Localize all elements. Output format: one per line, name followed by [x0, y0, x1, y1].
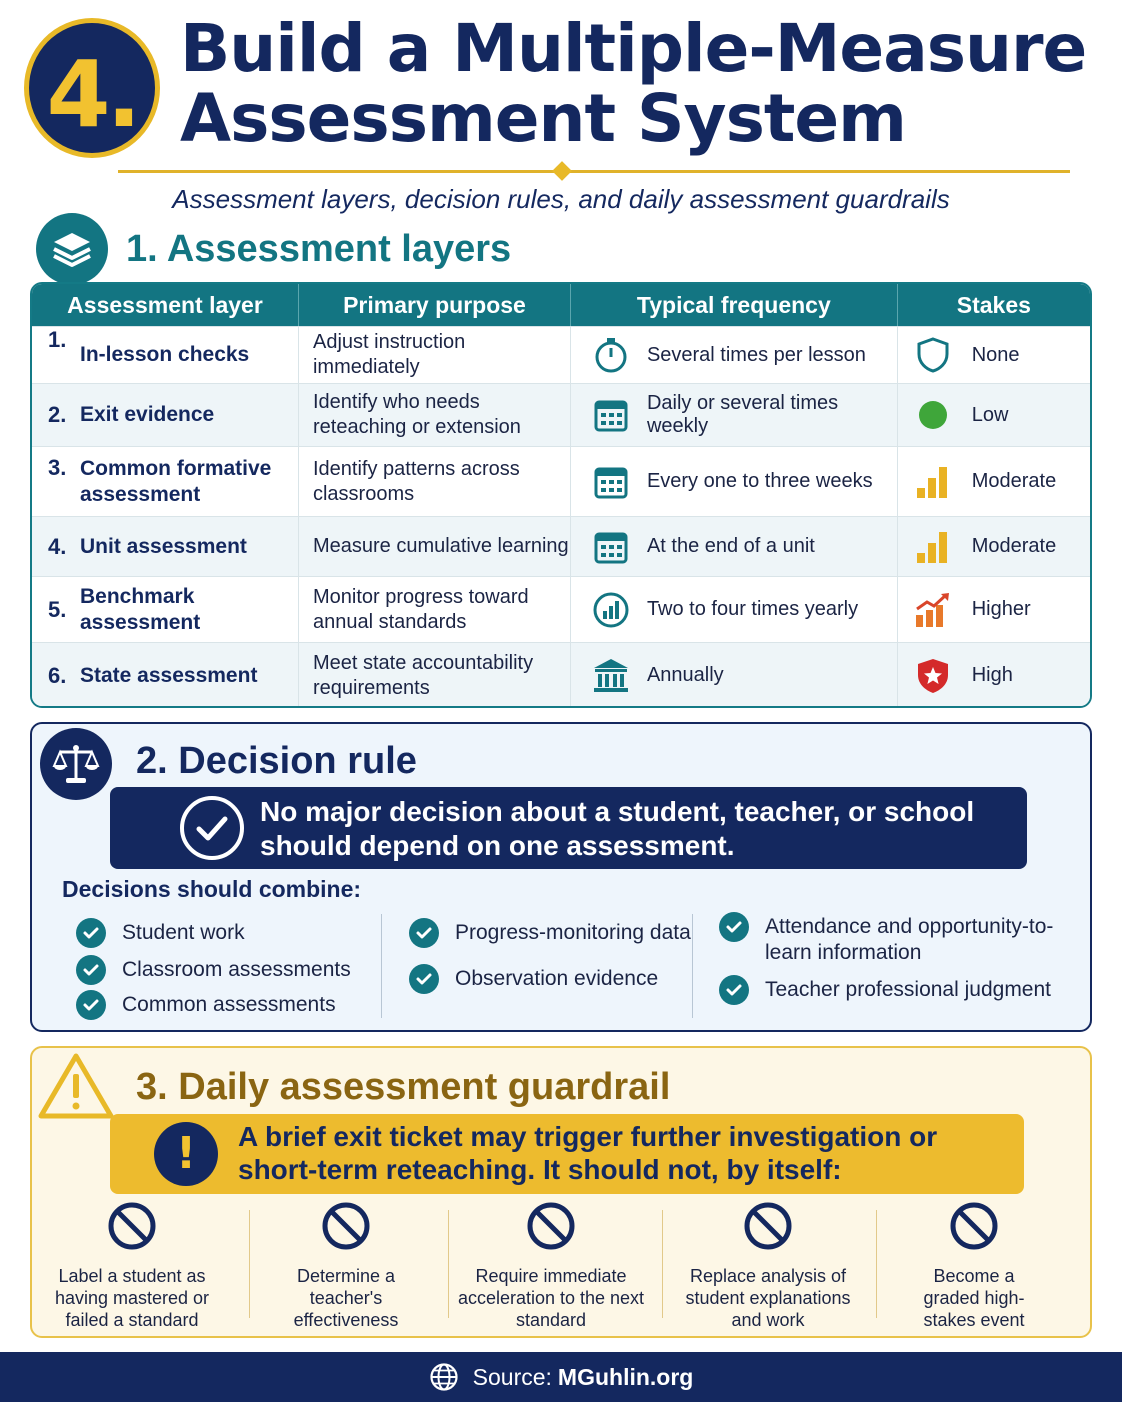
prohibited-item-label: Determine a teacher's effectiveness	[293, 1266, 399, 1330]
decision-rule-text: No major decision about a student, teacher, or school should depend on one assessment.	[260, 796, 975, 861]
page-subtitle: Assessment layers, decision rules, and daily assessment guardrails	[172, 184, 950, 214]
guardrail-banner	[110, 1114, 1024, 1194]
item-divider	[662, 1210, 663, 1318]
divider-diamond	[552, 161, 572, 181]
calendar-icon	[591, 462, 631, 502]
layer-number: 6.	[48, 662, 67, 688]
combine-item	[719, 914, 1059, 966]
combine-item	[409, 920, 691, 948]
column-header: Assessment layer	[32, 284, 299, 326]
combine-item	[76, 920, 245, 948]
combine-item-label: Teacher professional judgment	[765, 978, 1052, 1001]
layer-name: State assessment	[80, 663, 258, 687]
trending-up-icon	[914, 591, 952, 629]
combine-heading: Decisions should combine:	[62, 876, 362, 902]
globe-icon	[429, 1362, 459, 1392]
prohibited-item	[246, 1200, 446, 1331]
combine-item-label: Common assessments	[122, 993, 336, 1016]
source-footer	[0, 1352, 1122, 1402]
layer-name: Common formative assessment	[80, 456, 272, 506]
purpose-cell: Adjust instruction immediately	[299, 327, 571, 383]
table-row	[32, 326, 1090, 383]
combine-item	[719, 977, 1051, 1005]
table-row	[32, 516, 1090, 576]
stakes-text: None	[971, 343, 1020, 366]
stakes-text: Low	[971, 403, 1009, 426]
prohibited-icon	[948, 1200, 1000, 1252]
calendar-icon	[591, 527, 631, 567]
title-divider	[118, 170, 1070, 173]
column-header: Primary purpose	[299, 284, 571, 326]
combine-item	[76, 957, 351, 985]
item-divider	[448, 1210, 449, 1318]
table-row	[32, 446, 1090, 516]
combine-item	[409, 966, 658, 994]
frequency-text: At the end of a unit	[646, 535, 815, 557]
purpose-cell: Identify patterns across classrooms	[299, 447, 571, 516]
stakes-text: High	[971, 664, 1013, 686]
section-2-title: 2. Decision rule	[136, 740, 417, 782]
layer-number: 5.	[48, 596, 67, 622]
calendar-icon	[591, 395, 631, 435]
check-icon	[76, 918, 106, 948]
prohibited-icon	[106, 1200, 158, 1252]
section-number-badge	[24, 18, 160, 158]
purpose-cell: Identify who needs reteaching or extension	[299, 384, 571, 446]
bar-chart-icon	[914, 528, 952, 566]
prohibited-item	[668, 1200, 868, 1331]
stakes-text: Higher	[971, 598, 1031, 620]
decision-rule-banner	[110, 787, 1027, 869]
source-label: Source:	[472, 1363, 552, 1390]
capitol-building-icon	[591, 656, 631, 696]
prohibited-item	[32, 1200, 232, 1331]
prohibited-item-label: Label a student as having mastered or failed a standard	[54, 1266, 210, 1330]
bar-chart-icon	[914, 463, 952, 501]
layer-name: Exit evidence	[80, 403, 215, 426]
green-dot-icon	[914, 396, 952, 434]
prohibited-item	[451, 1200, 651, 1331]
prohibited-icon	[742, 1200, 794, 1252]
shield-star-icon	[914, 657, 952, 695]
page-title	[180, 10, 1100, 157]
guardrail-text: A brief exit ticket may trigger further investigation or short-term reteaching. It should not, by itself:	[238, 1121, 938, 1185]
timer-icon	[591, 335, 631, 375]
check-icon	[719, 975, 749, 1005]
frequency-text: Every one to three weeks	[646, 470, 873, 492]
title-line-1: Build a Multiple-Measure	[180, 10, 1087, 87]
layer-name: Unit assessment	[80, 534, 247, 558]
layers-icon	[36, 213, 108, 285]
purpose-cell: Measure cumulative learning	[299, 517, 571, 576]
purpose-cell: Meet state accountability requirements	[299, 643, 571, 708]
frequency-text: Daily or several times weekly	[646, 392, 839, 437]
table-row	[32, 642, 1090, 708]
column-header: Stakes	[956, 291, 1031, 318]
prohibited-item	[874, 1200, 1074, 1331]
check-icon	[409, 918, 439, 948]
frequency-text: Several times per lesson	[646, 343, 866, 366]
check-circle-icon	[180, 796, 244, 860]
combine-item-label: Attendance and opportunity-to-learn information	[765, 915, 1054, 964]
shield-outline-icon	[914, 336, 952, 374]
column-divider	[692, 914, 693, 1018]
prohibited-icon	[320, 1200, 372, 1252]
column-header: Typical frequency	[571, 284, 898, 326]
combine-item	[76, 992, 336, 1020]
prohibited-item-label: Replace analysis of student explanations and work	[685, 1266, 851, 1330]
source-link[interactable]: MGuhlin.org	[557, 1363, 694, 1390]
layer-name: Benchmark assessment	[80, 584, 201, 634]
purpose-cell: Monitor progress toward annual standards	[299, 577, 571, 642]
combine-item-label: Classroom assessments	[122, 958, 351, 981]
title-line-2: Assessment System	[180, 80, 906, 157]
table-row	[32, 576, 1090, 642]
stakes-text: Moderate	[971, 470, 1057, 492]
prohibited-icon	[525, 1200, 577, 1252]
section-1-title: 1. Assessment layers	[126, 228, 512, 270]
column-divider	[381, 914, 382, 1018]
combine-item-label: Student work	[122, 921, 245, 944]
layer-number: 1.	[48, 327, 67, 352]
badge-number: 4.	[46, 41, 138, 148]
exclamation-icon: !	[154, 1122, 218, 1186]
frequency-text: Annually	[646, 664, 724, 686]
check-icon	[719, 912, 749, 942]
layer-number: 4.	[48, 533, 67, 559]
layer-number: 3.	[48, 455, 67, 480]
prohibited-item-label: Become a graded high-stakes event	[923, 1266, 1025, 1330]
gauge-chart-icon	[591, 590, 631, 630]
prohibited-item-label: Require immediate acceleration to the next standard	[457, 1266, 645, 1330]
warning-icon	[38, 1052, 114, 1120]
check-icon	[76, 955, 106, 985]
stakes-text: Moderate	[971, 535, 1057, 557]
table-header	[32, 284, 1090, 326]
check-icon	[76, 990, 106, 1020]
check-icon	[409, 964, 439, 994]
combine-item-label: Observation evidence	[455, 967, 659, 990]
layer-number: 2.	[48, 402, 67, 427]
assessment-layers-table	[30, 282, 1092, 708]
frequency-text: Two to four times yearly	[646, 598, 859, 620]
table-row	[32, 383, 1090, 446]
combine-item-label: Progress-monitoring data	[455, 921, 691, 944]
scales-icon	[40, 728, 112, 800]
layer-name: In-lesson checks	[80, 343, 250, 366]
section-3-title: 3. Daily assessment guardrail	[136, 1066, 671, 1108]
